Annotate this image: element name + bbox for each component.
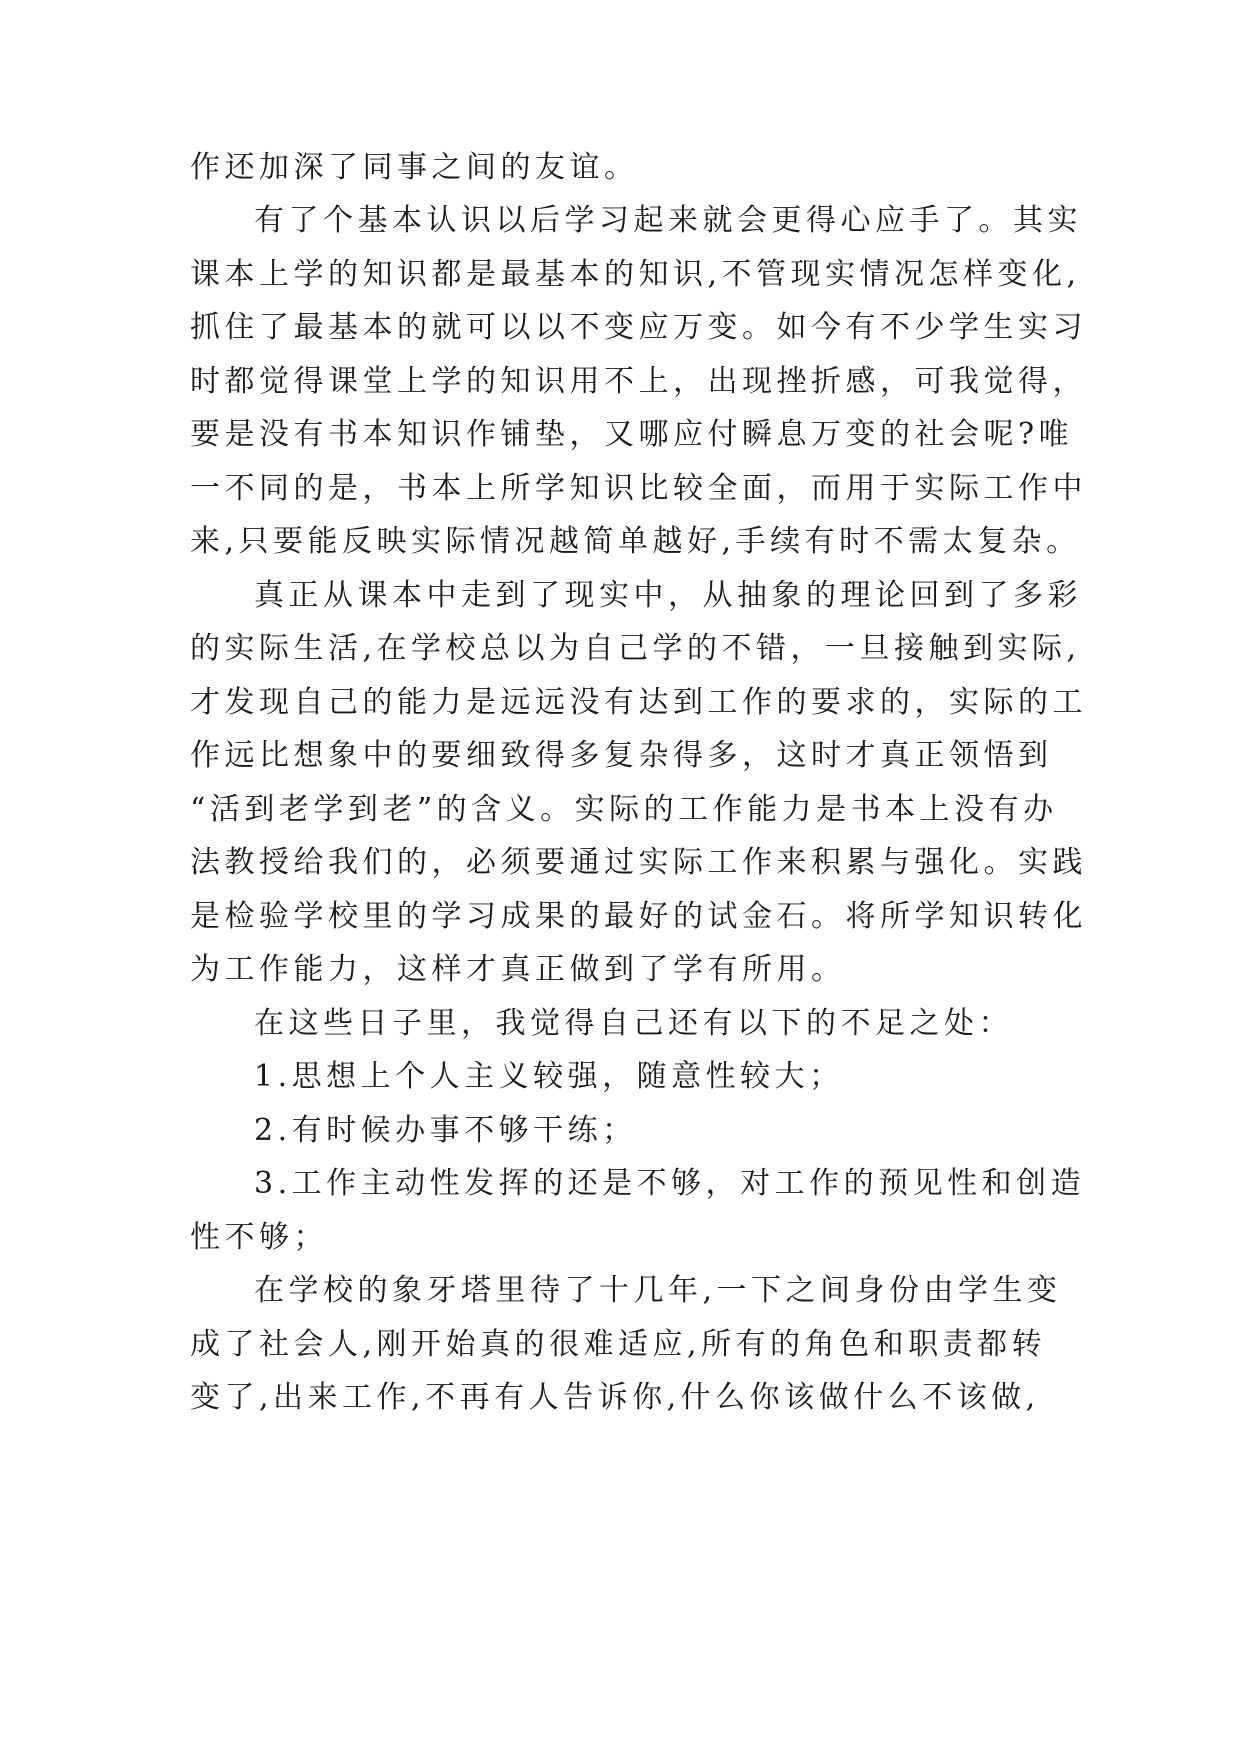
text-line: 作还加深了同事之间的友谊。 xyxy=(190,150,639,185)
list-item: 2.有时候办事不够干练； xyxy=(254,1113,637,1148)
text-line: 抓住了最基本的就可以以不变应万变。如今有不少学生实习 xyxy=(190,310,1087,345)
text-line: 的实际生活,在学校总以为自己学的不错，一旦接触到实际, xyxy=(190,631,1081,666)
text-line: 课本上学的知识都是最基本的知识,不管现实情况怎样变化, xyxy=(190,257,1081,292)
paragraph-start-line: 在学校的象牙塔里待了十几年,一下之间身份由学生变 xyxy=(254,1273,1062,1308)
text-line: 一不同的是，书本上所学知识比较全面，而用于实际工作中 xyxy=(190,471,1087,506)
text-line: 为工作能力，这样才真正做到了学有所用。 xyxy=(190,952,846,987)
paragraph-start-line: 在这些日子里，我觉得自己还有以下的不足之处： xyxy=(254,1006,1013,1041)
text-line: 时都觉得课堂上学的知识用不上，出现挫折感，可我觉得， xyxy=(190,364,1087,399)
text-line: 才发现自己的能力是远远没有达到工作的要求的，实际的工 xyxy=(190,685,1087,720)
paragraph-start-line: 真正从课本中走到了现实中，从抽象的理论回到了多彩 xyxy=(254,578,1082,613)
text-line: 要是没有书本知识作铺垫，又哪应付瞬息万变的社会呢?唯 xyxy=(190,417,1074,452)
list-item: 1.思想上个人主义较强，随意性较大； xyxy=(254,1059,844,1094)
text-line: 作远比想象中的要细致得多复杂得多，这时才真正领悟到 xyxy=(190,738,1053,773)
list-item-continuation: 性不够； xyxy=(190,1220,328,1255)
list-item: 3.工作主动性发挥的还是不够，对工作的预见性和创造 xyxy=(254,1166,1086,1201)
text-line: 来,只要能反映实际情况越简单越好,手续有时不需太复杂。 xyxy=(190,524,1081,559)
paragraph-start-line: 有了个基本认识以后学习起来就会更得心应手了。其实 xyxy=(254,203,1082,238)
text-line: 是检验学校里的学习成果的最好的试金石。将所学知识转化 xyxy=(190,899,1087,934)
text-line: 法教授给我们的，必须要通过实际工作来积累与强化。实践 xyxy=(190,845,1087,880)
text-line: 变了,出来工作,不再有人告诉你,什么你该做什么不该做, xyxy=(190,1380,1040,1415)
text-line: 成了社会人,刚开始真的很难适应,所有的角色和职责都转 xyxy=(190,1327,1047,1362)
text-line: “活到老学到老”的含义。实际的工作能力是书本上没有办 xyxy=(190,792,1058,827)
